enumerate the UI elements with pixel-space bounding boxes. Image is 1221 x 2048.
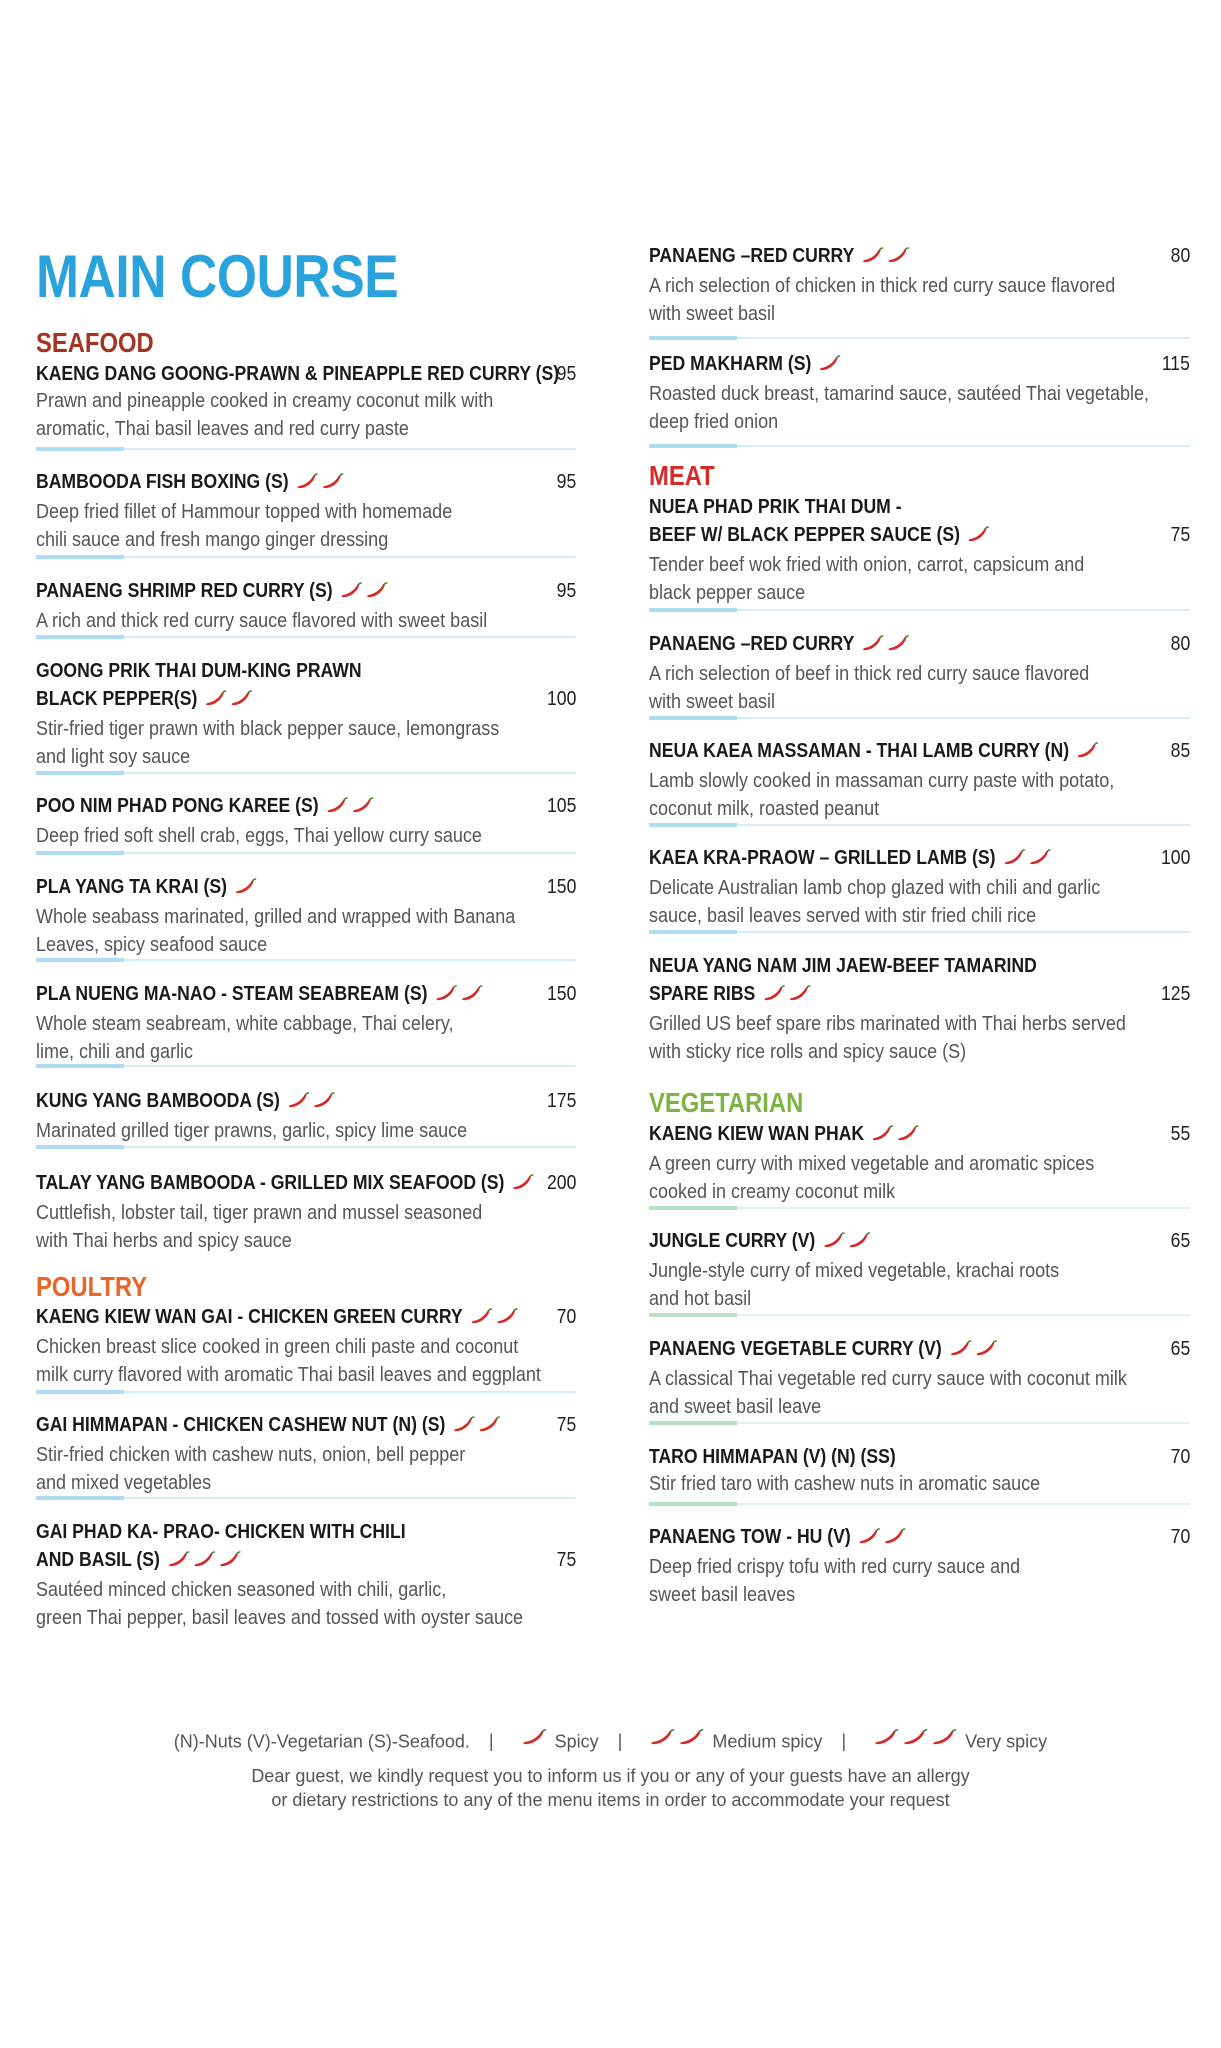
chili-pepper-icon [931,1727,959,1747]
spice-level [967,524,993,552]
section-title-vegetarian: VEGETARIAN [649,1087,804,1118]
legend-separator: | [841,1731,847,1752]
menu-item [649,1227,1190,1313]
item-description: chili sauce and fresh mango ginger dressing [36,528,389,551]
item-description: Prawn and pineapple cooked in creamy coconut milk with [36,390,494,412]
divider-accent [649,444,737,448]
chili-pepper-icon [649,1727,677,1747]
spice-level [762,983,813,1011]
item-name-text: PANAENG –RED CURRY [649,245,855,267]
item-divider [649,931,1190,933]
divider-accent [649,823,737,827]
item-name-text: PLA NUENG MA-NAO - STEAM SEABREAM (S) [36,983,428,1005]
legend-separator: | [617,1731,623,1752]
chili-pepper-icon [871,1123,896,1143]
item-price: 95 [556,363,576,385]
divider-accent [649,336,737,340]
item-description: Leaves, spicy seafood sauce [36,933,268,956]
item-divider [36,1065,576,1067]
item-price: 70 [1170,1526,1190,1548]
spice-level [470,1306,521,1334]
divider-accent [649,1421,737,1425]
item-price: 100 [1160,847,1190,869]
item-name-text: NEUA YANG NAM JIM JAEW-BEEF TAMARIND [649,955,1037,977]
item-divider [649,1314,1190,1316]
menu-item [649,350,1190,436]
item-description: black pepper sauce [649,581,806,604]
item-description: Jungle-style curry of mixed vegetable, krachai roots [649,1260,1060,1282]
item-description: lime, chili and garlic [36,1040,194,1063]
item-price: 150 [546,876,576,898]
item-description: Cuttlefish, lobster tail, tiger prawn and mussel seasoned [36,1202,483,1224]
page-title: MAIN COURSE [36,243,399,310]
chili-pepper-icon [470,1306,495,1326]
menu-item [649,737,1190,823]
menu-item [36,1411,576,1497]
item-divider [649,824,1190,826]
chili-pepper-icon [340,580,365,600]
item-description: Tender beef wok fried with onion, carrot, capsicum and [649,554,1085,576]
divider-accent [649,930,737,934]
item-description: and sweet basil leave [649,1395,822,1418]
item-divider [36,1497,576,1499]
item-name-text: TALAY YANG BAMBOODA - GRILLED MIX SEAFOOD (S) [36,1172,505,1194]
chili-pepper-icon [452,1414,477,1434]
menu-item [36,360,576,443]
item-description: milk curry flavored with aromatic Thai basil leaves and eggplant [36,1363,541,1386]
item-divider [36,772,576,774]
chili-pepper-icon [351,795,376,815]
item-name [36,1169,573,1200]
allergy-note [0,1764,1221,1812]
divider-accent [649,1502,737,1506]
menu-item [36,577,576,636]
item-description: Deep fried soft shell crab, eggs, Thai yellow curry sauce [36,825,482,847]
chili-pepper-icon [822,1230,847,1250]
item-name-text: POO NIM PHAD PONG KAREE (S) [36,795,319,817]
item-description: and light soy sauce [36,745,191,768]
chili-pepper-icon [861,633,886,653]
item-description: green Thai pepper, basil leaves and tossed with oyster sauce [36,1606,523,1629]
chili-pepper-icon [974,1338,999,1358]
item-price: 70 [556,1306,576,1328]
divider-accent [36,447,124,451]
item-name-text: KAENG KIEW WAN GAI - CHICKEN GREEN CURRY [36,1306,463,1328]
item-divider [649,445,1190,447]
item-description: A rich and thick red curry sauce flavored with sweet basil [36,610,488,632]
spice-level [858,1526,909,1554]
chili-pepper-icon [287,1090,312,1110]
chili-pepper-icon [192,1549,217,1569]
item-description: Chicken breast slice cooked in green chili paste and coconut [36,1336,519,1358]
item-name [649,1523,1187,1554]
item-price: 95 [556,471,576,493]
spice-level [818,353,844,381]
spice-level [326,795,377,823]
item-price: 105 [546,795,576,817]
item-divider [36,959,576,961]
item-name [36,577,573,608]
item-name-text: KUNG YANG BAMBOODA (S) [36,1090,280,1112]
chili-pepper-icon [312,1090,337,1110]
item-description: cooked in creamy coconut milk [649,1180,896,1203]
item-divider [36,1146,576,1148]
divider-accent [36,1145,124,1149]
menu-item [649,630,1190,716]
menu-item [649,844,1190,930]
item-description: Stir-fried tiger prawn with black pepper sauce, lemongrass [36,718,500,740]
item-description: A green curry with mixed vegetable and aromatic spices [649,1153,1095,1175]
chili-pepper-icon [883,1526,908,1546]
item-description: Roasted duck breast, tamarind sauce, sautéed Thai vegetable, [649,383,1149,405]
divider-accent [649,1206,737,1210]
menu-item [36,1518,576,1632]
item-divider [649,1503,1190,1505]
item-divider [649,1207,1190,1209]
item-price: 200 [546,1172,576,1194]
item-name [36,1546,573,1577]
section-title-poultry: POULTRY [36,1271,148,1302]
chili-pepper-icon [1028,847,1053,867]
item-description: Deep fried fillet of Hammour topped with homemade [36,501,453,523]
item-divider [649,337,1190,339]
chili-pepper-icon [848,1230,873,1250]
item-price: 175 [546,1090,576,1112]
item-name [36,360,573,388]
item-description: with sweet basil [649,302,776,325]
item-description: Stir fried taro with cashew nuts in aromatic sauce [649,1473,1041,1495]
item-name [36,873,573,904]
item-description: Grilled US beef spare ribs marinated with Thai herbs served [649,1013,1126,1035]
item-price: 55 [1170,1123,1190,1145]
chili-pepper-icon [321,471,346,491]
item-description: Deep fried crispy tofu with red curry sauce and [649,1556,1021,1578]
allergy-note-line: or dietary restrictions to any of the menu items in order to accommodate your request [271,1790,950,1810]
item-price: 150 [546,983,576,1005]
item-name [649,737,1187,768]
spice-level [234,876,260,904]
section-title-seafood: SEAFOOD [36,327,154,358]
item-name [36,1303,573,1334]
item-name [649,350,1187,381]
menu-item [36,873,576,959]
item-description: Sautéed minced chicken seasoned with chili, garlic, [36,1579,447,1601]
item-name [649,1335,1187,1366]
item-name-text: GAI HIMMAPAN - CHICKEN CASHEW NUT (N) (S) [36,1414,446,1436]
item-divider [36,636,576,638]
divider-accent [36,635,124,639]
item-divider [36,556,576,558]
spice-level [1002,847,1053,875]
item-divider [36,448,576,450]
item-divider [36,1391,576,1393]
item-description: with sweet basil [649,690,776,713]
item-name-text: AND BASIL (S) [36,1549,160,1571]
spice-level [871,1123,922,1151]
item-description: sweet basil leaves [649,1583,796,1606]
menu-item [649,1523,1190,1609]
item-description: coconut milk, roasted peanut [649,797,880,820]
chili-pepper-icon [1076,740,1101,760]
chili-pepper-icon [861,245,886,265]
spice-level [287,1090,338,1118]
chili-pepper-icon [434,983,459,1003]
item-name-text: PANAENG –RED CURRY [649,633,855,655]
item-description: A rich selection of chicken in thick red curry sauce flavored [649,275,1116,297]
item-name [649,844,1187,875]
item-price: 115 [1161,353,1190,375]
item-price: 75 [1170,524,1190,546]
item-price: 95 [556,580,576,602]
item-name [36,657,573,685]
item-description: sauce, basil leaves served with stir fried chili rice [649,904,1037,927]
item-name-text: NUEA PHAD PRIK THAI DUM - [649,496,902,518]
chili-pepper-icon [460,983,485,1003]
spice-level [949,1338,1000,1366]
item-name [36,685,573,716]
spice-level [1076,740,1102,768]
item-name-text: PED MAKHARM (S) [649,353,812,375]
chili-pepper-icon [230,688,255,708]
item-description: A classical Thai vegetable red curry sauce with coconut milk [649,1368,1127,1390]
legend-very-label: Very spicy [965,1731,1048,1752]
item-name-text: KAEA KRA-PRAOW – GRILLED LAMB (S) [649,847,996,869]
menu-item [649,242,1190,328]
spice-legend [0,1726,1221,1755]
spice-level [452,1414,503,1442]
spice-level [434,983,485,1011]
item-description: A rich selection of beef in thick red curry sauce flavored [649,663,1090,685]
item-name [649,1120,1187,1151]
item-name [36,792,573,823]
chili-pepper-icon [678,1727,706,1747]
item-name [36,1411,573,1442]
menu-item [36,1087,576,1146]
divider-accent [649,608,737,612]
item-name-text: SPARE RIBS [649,983,756,1005]
item-divider [649,1422,1190,1424]
menu-item [36,980,576,1066]
chili-pepper-icon [495,1306,520,1326]
menu-item [36,1303,576,1389]
chili-pepper-icon [1002,847,1027,867]
menu-item [649,493,1190,607]
item-name [36,468,573,499]
chili-pepper-icon [967,524,992,544]
divider-accent [36,851,124,855]
item-name [36,1518,573,1546]
item-name-text: PANAENG SHRIMP RED CURRY (S) [36,580,333,602]
item-description: Lamb slowly cooked in massaman curry paste with potato, [649,770,1115,792]
item-name [649,1227,1187,1258]
spice-level [822,1230,873,1258]
item-description: Marinated grilled tiger prawns, garlic, spicy lime sauce [36,1120,468,1142]
item-price: 85 [1170,740,1190,762]
item-name-text: BLACK PEPPER(S) [36,688,198,710]
item-name [649,242,1187,273]
menu-item [36,657,576,771]
item-description: Stir-fried chicken with cashew nuts, onion, bell pepper [36,1444,466,1466]
divider-accent [36,1064,124,1068]
item-price: 100 [546,688,576,710]
item-name-text: JUNGLE CURRY (V) [649,1230,816,1252]
menu-item [649,1120,1190,1206]
chili-pepper-icon [887,633,912,653]
chili-pepper-icon [234,876,259,896]
divider-accent [36,555,124,559]
item-price: 125 [1160,983,1190,1005]
divider-accent [36,1496,124,1500]
item-price: 80 [1170,633,1190,655]
item-name [649,1443,1187,1471]
item-name-text: TARO HIMMAPAN (V) (N) (SS) [649,1446,896,1468]
allergy-note-line: Dear guest, we kindly request you to inform us if you or any of your guests have an allergy [251,1766,970,1786]
item-divider [649,717,1190,719]
chili-pepper-icon [326,795,351,815]
legend-spicy-label: Spicy [554,1731,599,1752]
item-description: Whole steam seabream, white cabbage, Thai celery, [36,1013,454,1035]
chili-pepper-icon [478,1414,503,1434]
spice-level [861,633,912,661]
item-divider [649,609,1190,611]
spice-level [204,688,255,716]
item-name-text: BEEF W/ BLACK PEPPER SAUCE (S) [649,524,960,546]
divider-accent [36,958,124,962]
spice-level [340,580,391,608]
item-name [649,630,1187,661]
item-divider [36,852,576,854]
item-name-text: PANAENG VEGETABLE CURRY (V) [649,1338,942,1360]
item-name-text: GAI PHAD KA- PRAO- CHICKEN WITH CHILI [36,1521,406,1543]
legend-codes: (N)-Nuts (V)-Vegetarian (S)-Seafood. [173,1731,470,1752]
chili-pepper-icon [762,983,787,1003]
menu-item [36,468,576,554]
item-price: 65 [1170,1230,1190,1252]
item-name [649,952,1187,980]
spice-level [167,1549,244,1577]
menu-item [649,952,1190,1066]
legend-spicy-chilis [521,1727,550,1755]
item-name-text: PLA YANG TA KRAI (S) [36,876,228,898]
legend-medium-label: Medium spicy [712,1731,823,1752]
item-price: 70 [1170,1446,1190,1468]
item-name-text: GOONG PRIK THAI DUM-KING PRAWN [36,660,362,682]
chili-pepper-icon [858,1526,883,1546]
chili-pepper-icon [873,1727,901,1747]
menu-item [36,1169,576,1255]
menu-item [36,792,576,851]
item-price: 65 [1170,1338,1190,1360]
item-name-text: BAMBOODA FISH BOXING (S) [36,471,289,493]
menu-item [649,1443,1190,1499]
item-name [649,493,1187,521]
item-description: Whole seabass marinated, grilled and wrapped with Banana [36,906,516,928]
item-description: aromatic, Thai basil leaves and red curry paste [36,417,409,440]
item-name [649,521,1187,552]
divider-accent [649,1313,737,1317]
item-price: 75 [556,1549,576,1571]
chili-pepper-icon [818,353,843,373]
item-name-text: NEUA KAEA MASSAMAN - THAI LAMB CURRY (N) [649,740,1070,762]
item-description: and mixed vegetables [36,1471,212,1494]
divider-accent [649,716,737,720]
item-name-text: PANAENG TOW - HU (V) [649,1526,851,1548]
spice-level [861,245,912,273]
spice-level [511,1172,537,1200]
chili-pepper-icon [897,1123,922,1143]
item-description: with Thai herbs and spicy sauce [36,1229,292,1252]
divider-accent [36,1390,124,1394]
chili-pepper-icon [511,1172,536,1192]
chili-pepper-icon [887,245,912,265]
spice-level [296,471,347,499]
item-name [36,980,573,1011]
chili-pepper-icon [296,471,321,491]
item-name [36,1087,573,1118]
item-description: with sticky rice rolls and spicy sauce (S) [649,1040,967,1063]
chili-pepper-icon [365,580,390,600]
chili-pepper-icon [218,1549,243,1569]
item-name [649,980,1187,1011]
legend-separator: | [488,1731,494,1752]
divider-accent [36,771,124,775]
chili-pepper-icon [521,1727,549,1747]
item-description: Delicate Australian lamb chop glazed with chili and garlic [649,877,1101,899]
item-description: and hot basil [649,1287,752,1310]
section-title-meat: MEAT [649,460,715,491]
chili-pepper-icon [204,688,229,708]
item-name-text: KAENG KIEW WAN PHAK [649,1123,865,1145]
chili-pepper-icon [167,1549,192,1569]
item-description: deep fried onion [649,410,779,433]
legend-medium-chilis [649,1727,707,1755]
chili-pepper-icon [949,1338,974,1358]
legend-very-chilis [873,1727,960,1755]
item-name-text: KAENG DANG GOONG-PRAWN & PINEAPPLE RED CURRY (S) [36,363,560,385]
chili-pepper-icon [902,1727,930,1747]
item-price: 75 [556,1414,576,1436]
chili-pepper-icon [788,983,813,1003]
item-price: 80 [1170,245,1190,267]
menu-item [649,1335,1190,1421]
